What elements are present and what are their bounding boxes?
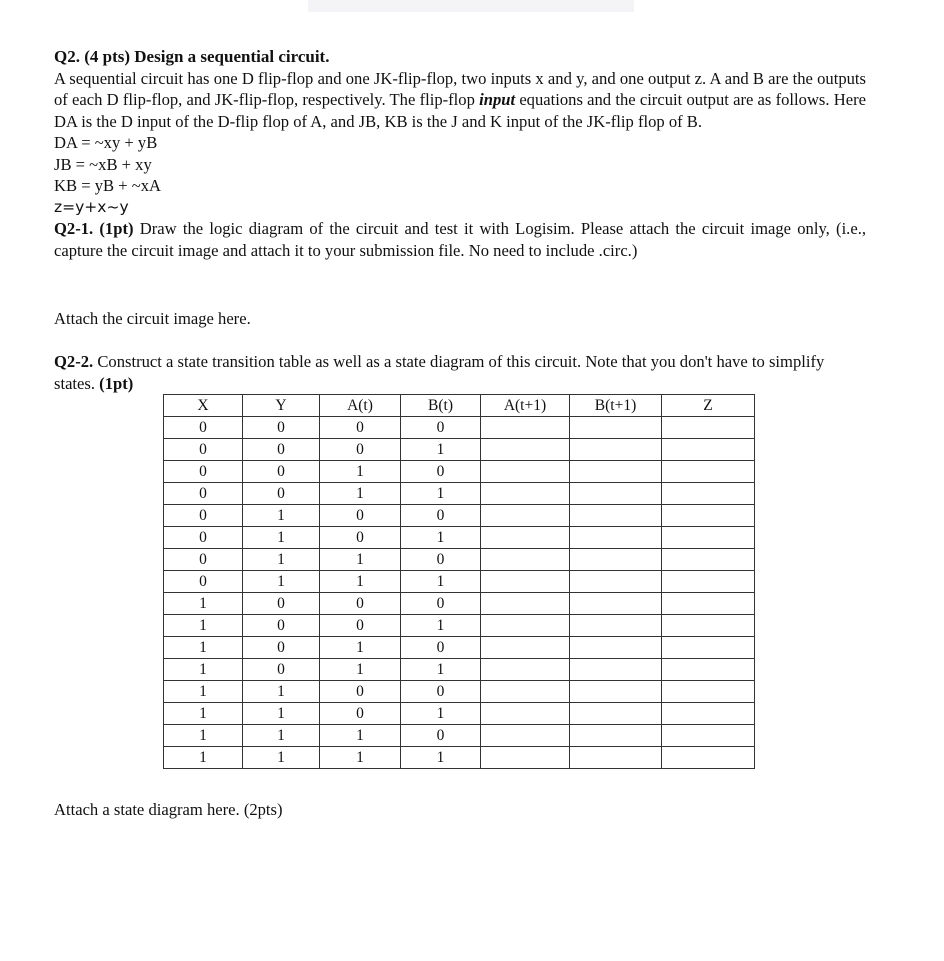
table-cell: 1 bbox=[243, 703, 320, 725]
table-cell: 1 bbox=[320, 659, 401, 681]
table-cell: 0 bbox=[320, 681, 401, 703]
table-cell: 1 bbox=[320, 549, 401, 571]
table-row bbox=[164, 527, 755, 549]
table-cell bbox=[481, 681, 570, 703]
table-cell: 0 bbox=[243, 637, 320, 659]
table-cell: 1 bbox=[164, 681, 243, 703]
table-cell bbox=[662, 417, 755, 439]
table-cell: 0 bbox=[164, 439, 243, 461]
table-row bbox=[164, 483, 755, 505]
q2-heading: Q2. (4 pts) Design a sequential circuit. bbox=[54, 47, 330, 66]
table-cell bbox=[570, 681, 662, 703]
header-z: Z bbox=[662, 395, 755, 417]
table-cell bbox=[481, 725, 570, 747]
table-cell: 1 bbox=[320, 571, 401, 593]
table-cell: 0 bbox=[401, 637, 481, 659]
table-cell: 0 bbox=[164, 461, 243, 483]
table-cell: 1 bbox=[164, 615, 243, 637]
state-transition-table bbox=[163, 394, 755, 769]
table-row bbox=[164, 747, 755, 769]
table-cell bbox=[662, 615, 755, 637]
q2-section bbox=[54, 46, 866, 261]
table-cell: 1 bbox=[164, 747, 243, 769]
table-cell: 1 bbox=[243, 549, 320, 571]
table-row bbox=[164, 417, 755, 439]
header-a-t: A(t) bbox=[320, 395, 401, 417]
table-header-row bbox=[164, 395, 755, 417]
attach-state-diagram-prompt: Attach a state diagram here. (2pts) bbox=[54, 800, 283, 819]
header-b-next: B(t+1) bbox=[570, 395, 662, 417]
table-cell: 1 bbox=[243, 725, 320, 747]
table-cell bbox=[570, 747, 662, 769]
table-cell: 1 bbox=[401, 615, 481, 637]
table-cell: 0 bbox=[401, 549, 481, 571]
table-row bbox=[164, 725, 755, 747]
table-cell bbox=[662, 725, 755, 747]
table-row bbox=[164, 681, 755, 703]
q2-1-question bbox=[54, 218, 866, 261]
table-cell: 0 bbox=[320, 417, 401, 439]
q2-2-label: Q2-2. bbox=[54, 352, 94, 371]
table-cell: 1 bbox=[401, 659, 481, 681]
table-cell: 0 bbox=[401, 725, 481, 747]
table-cell: 0 bbox=[164, 571, 243, 593]
table-cell: 0 bbox=[401, 505, 481, 527]
table-cell bbox=[481, 461, 570, 483]
table-cell: 0 bbox=[401, 593, 481, 615]
table-cell: 0 bbox=[320, 439, 401, 461]
table-cell: 0 bbox=[164, 549, 243, 571]
q2-2-question bbox=[54, 351, 866, 394]
table-cell bbox=[481, 659, 570, 681]
table-row bbox=[164, 505, 755, 527]
table-cell bbox=[570, 417, 662, 439]
table-cell: 0 bbox=[320, 615, 401, 637]
q2-2-text: Construct a state transition table as well as a state diagram of this circuit. Note that you don't have to simplify states. bbox=[54, 352, 825, 393]
intro-part-1: A sequential circuit has one D flip-flop and one JK-flip-flop, two inputs x and y, and one output z. A and B are the outputs of each D flip-flop, and JK-flip-flop, respectively. The flip-flop bbox=[54, 68, 866, 109]
table-cell bbox=[570, 725, 662, 747]
table-cell: 1 bbox=[320, 725, 401, 747]
table-cell: 0 bbox=[243, 615, 320, 637]
table-body bbox=[164, 417, 755, 769]
table-cell: 0 bbox=[320, 505, 401, 527]
table-cell bbox=[481, 593, 570, 615]
header-b-t: B(t) bbox=[401, 395, 481, 417]
table-row bbox=[164, 615, 755, 637]
table-row bbox=[164, 461, 755, 483]
table-cell bbox=[570, 439, 662, 461]
table-row bbox=[164, 637, 755, 659]
equation-kb: KB = yB + ~xA bbox=[54, 176, 161, 195]
table-cell: 1 bbox=[320, 483, 401, 505]
header-a-next: A(t+1) bbox=[481, 395, 570, 417]
table-cell: 0 bbox=[164, 417, 243, 439]
table-cell: 1 bbox=[401, 703, 481, 725]
table-cell: 1 bbox=[164, 725, 243, 747]
table-cell bbox=[570, 549, 662, 571]
table-cell: 0 bbox=[243, 659, 320, 681]
table-cell: 0 bbox=[243, 461, 320, 483]
equation-jb: JB = ~xB + xy bbox=[54, 154, 152, 174]
table-cell bbox=[570, 615, 662, 637]
table-cell bbox=[481, 417, 570, 439]
table-cell: 1 bbox=[320, 461, 401, 483]
equation-z: z=y+x~y bbox=[54, 197, 129, 216]
table-cell: 0 bbox=[401, 461, 481, 483]
intro-part-2: equations and the circuit output are as follows. Here DA is the D input of the D-flip flop of A, and JB, KB is the J and K input of the JK-flip flop of B. bbox=[54, 90, 867, 131]
table-cell bbox=[570, 461, 662, 483]
table-cell bbox=[481, 505, 570, 527]
table-cell bbox=[662, 659, 755, 681]
table-cell: 1 bbox=[320, 747, 401, 769]
table-cell: 1 bbox=[243, 505, 320, 527]
table-cell: 1 bbox=[401, 747, 481, 769]
table-row bbox=[164, 439, 755, 461]
q2-2-points: (1pt) bbox=[99, 373, 134, 393]
table-cell: 0 bbox=[164, 505, 243, 527]
table-cell: 0 bbox=[243, 417, 320, 439]
q2-intro bbox=[54, 68, 866, 133]
table-cell bbox=[481, 615, 570, 637]
table-cell bbox=[662, 461, 755, 483]
table-cell: 1 bbox=[164, 659, 243, 681]
top-bar bbox=[308, 0, 634, 12]
table-cell: 1 bbox=[164, 703, 243, 725]
table-cell: 1 bbox=[401, 571, 481, 593]
table-cell bbox=[481, 571, 570, 593]
table-cell: 0 bbox=[320, 703, 401, 725]
table-cell: 1 bbox=[164, 593, 243, 615]
table-row bbox=[164, 659, 755, 681]
table-cell: 0 bbox=[243, 483, 320, 505]
table-cell bbox=[570, 593, 662, 615]
table-row bbox=[164, 593, 755, 615]
table-cell: 1 bbox=[401, 483, 481, 505]
table-cell: 0 bbox=[243, 439, 320, 461]
table-cell bbox=[662, 505, 755, 527]
table-cell: 1 bbox=[243, 747, 320, 769]
table-cell bbox=[570, 659, 662, 681]
table-cell bbox=[662, 439, 755, 461]
equation-da: DA = ~xy + yB bbox=[54, 133, 158, 152]
q2-1-text: Draw the logic diagram of the circuit and test it with Logisim. Please attach the circuit image only, (i.e., capture the circuit image and attach it to your submission file. No need to include .circ.) bbox=[54, 219, 866, 260]
table-cell bbox=[481, 483, 570, 505]
table-cell bbox=[570, 483, 662, 505]
table-cell bbox=[662, 637, 755, 659]
table-cell bbox=[662, 703, 755, 725]
table-cell bbox=[662, 549, 755, 571]
attach-circuit-prompt: Attach the circuit image here. bbox=[54, 309, 251, 328]
table-row bbox=[164, 549, 755, 571]
table-cell bbox=[570, 527, 662, 549]
table-cell bbox=[481, 747, 570, 769]
table-cell: 0 bbox=[401, 417, 481, 439]
table-cell bbox=[570, 505, 662, 527]
intro-input-word: input bbox=[479, 90, 516, 109]
table-cell: 1 bbox=[243, 681, 320, 703]
table-cell bbox=[481, 439, 570, 461]
table-cell bbox=[662, 593, 755, 615]
table-cell: 0 bbox=[243, 593, 320, 615]
table-cell bbox=[662, 681, 755, 703]
table-cell bbox=[662, 483, 755, 505]
table-cell bbox=[570, 703, 662, 725]
table-cell: 1 bbox=[320, 637, 401, 659]
table-cell bbox=[481, 637, 570, 659]
table-cell: 1 bbox=[243, 571, 320, 593]
table-cell: 0 bbox=[164, 483, 243, 505]
table-cell bbox=[662, 747, 755, 769]
table-row bbox=[164, 571, 755, 593]
q2-1-label: Q2-1. (1pt) bbox=[54, 219, 134, 238]
table-cell bbox=[570, 571, 662, 593]
table-cell bbox=[570, 637, 662, 659]
table-cell: 1 bbox=[401, 527, 481, 549]
table-cell: 0 bbox=[320, 527, 401, 549]
table-cell: 1 bbox=[164, 637, 243, 659]
table-cell: 0 bbox=[320, 593, 401, 615]
table-cell bbox=[481, 703, 570, 725]
table-cell bbox=[662, 527, 755, 549]
header-x: X bbox=[164, 395, 243, 417]
table-cell bbox=[481, 549, 570, 571]
table-cell: 1 bbox=[243, 527, 320, 549]
table-cell: 0 bbox=[401, 681, 481, 703]
header-y: Y bbox=[243, 395, 320, 417]
table-row bbox=[164, 703, 755, 725]
table-cell: 0 bbox=[164, 527, 243, 549]
table-cell bbox=[662, 571, 755, 593]
table-cell: 1 bbox=[401, 439, 481, 461]
table-cell bbox=[481, 527, 570, 549]
